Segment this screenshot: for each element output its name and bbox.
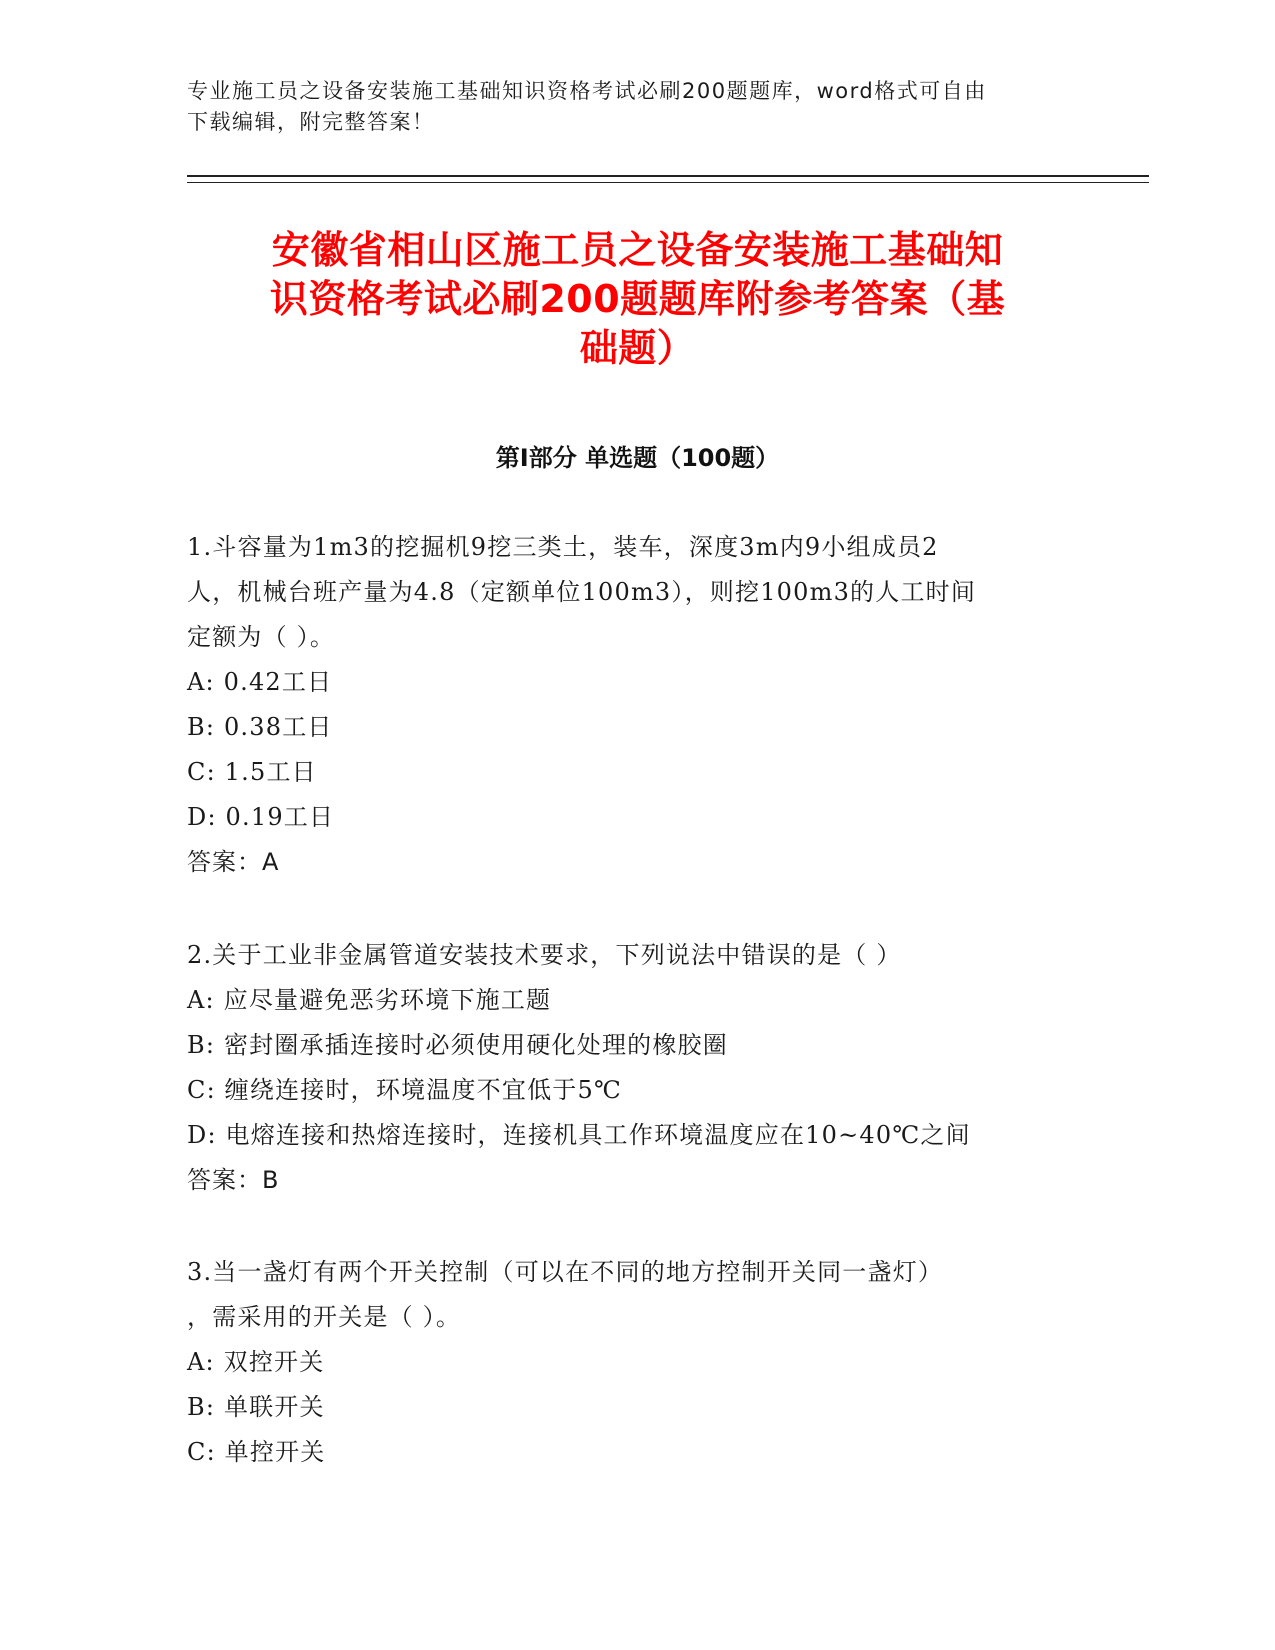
answer-line: 答案：A [187,848,280,876]
header-divider-thin [187,182,1149,183]
option-c: C: 单控开关 [187,1438,326,1466]
question-stem-line: 2.关于工业非金属管道安装技术要求，下列说法中错误的是（ ） [187,941,902,969]
document-title [150,226,1125,373]
question-stem-line: ，需采用的开关是（ ）。 [187,1303,462,1331]
intro-line-1: 专业施工员之设备安装施工基础知识资格考试必刷200题题库，word格式可自由 [187,79,987,103]
option-d: D: 电熔连接和热熔连接时，连接机具工作环境温度应在10~40℃之间 [187,1121,971,1149]
title-line-2: 识资格考试必刷200题题库附参考答案（基 [269,277,1006,321]
title-line-1: 安徽省相山区施工员之设备安装施工基础知 [271,228,1004,272]
section-heading: 第I部分 单选题（100题） [495,444,780,472]
question-3 [187,1250,1087,1475]
intro-line-2: 下载编辑，附完整答案！ [187,110,435,134]
question-stem-line: 3.当一盏灯有两个开关控制（可以在不同的地方控制开关同一盏灯） [187,1258,944,1286]
question-1 [187,525,1087,885]
question-stem-line: 1.斗容量为1m3的挖掘机9挖三类土，装车，深度3m内9小组成员2 [187,533,939,561]
answer-line: 答案：B [187,1166,280,1194]
intro-text [187,76,1087,138]
option-b: B: 密封圈承插连接时必须使用硬化处理的橡胶圈 [187,1031,728,1059]
question-stem-line: 定额为（ ）。 [187,623,336,651]
header-divider-thick [187,175,1149,177]
option-a: A: 0.42工日 [187,668,333,696]
option-c: C: 1.5工日 [187,758,317,786]
question-stem-line: 人，机械台班产量为4.8（定额单位100m3），则挖100m3的人工时间 [187,578,977,606]
option-d: D: 0.19工日 [187,803,335,831]
option-c: C: 缠绕连接时，环境温度不宜低于5℃ [187,1076,622,1104]
question-2 [187,933,1087,1203]
title-line-3: 础题） [579,326,696,370]
option-b: B: 单联开关 [187,1393,325,1421]
option-a: A: 双控开关 [187,1348,325,1376]
option-b: B: 0.38工日 [187,713,333,741]
option-a: A: 应尽量避免恶劣环境下施工题 [187,986,552,1014]
